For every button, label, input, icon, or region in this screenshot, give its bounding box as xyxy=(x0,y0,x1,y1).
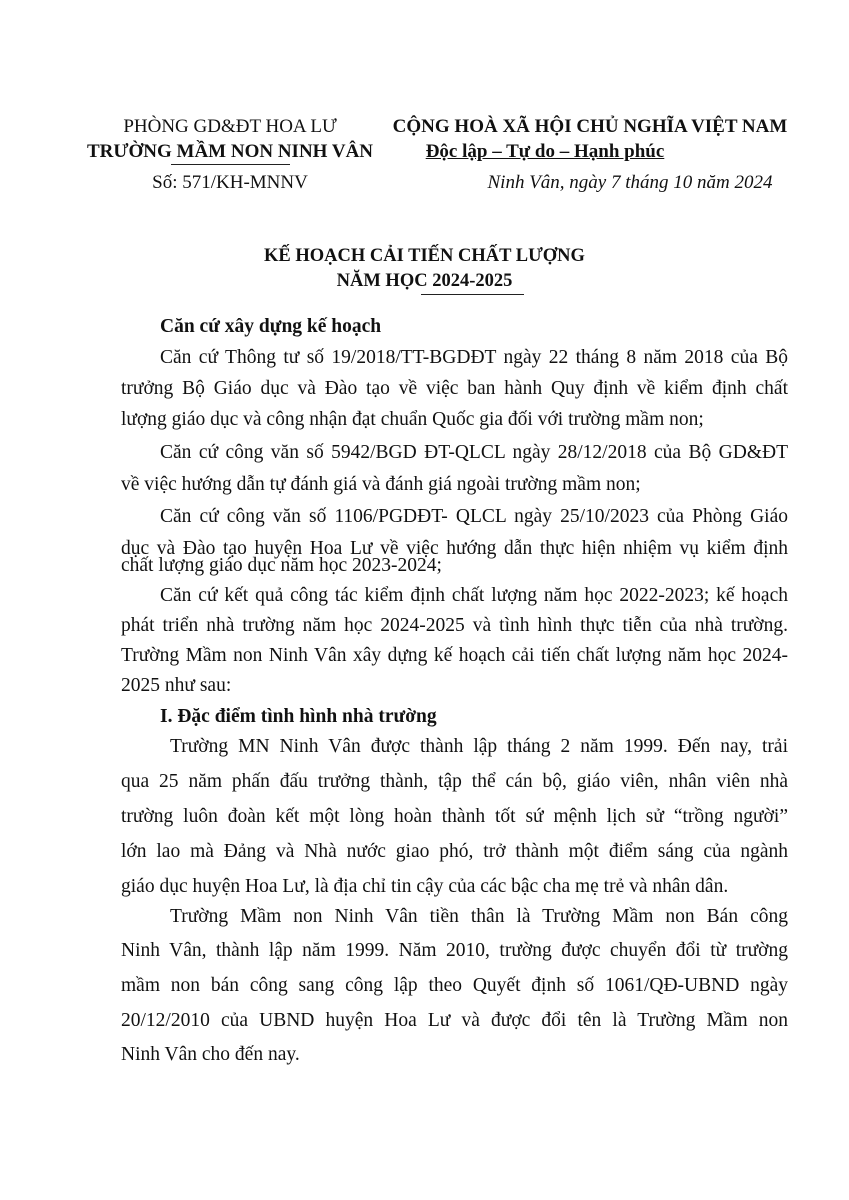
section1-line: Ninh Vân cho đến nay. xyxy=(121,1044,300,1065)
section1-line: giáo dục huyện Hoa Lư, là địa chỉ tin cậy của các bậc cha mẹ trẻ và nhân dân. xyxy=(121,876,729,897)
section1-line: qua 25 năm phấn đấu trưởng thành, tập thể cán bộ, giáo viên, nhân viên nhà xyxy=(121,771,788,792)
section1-line: Trường MN Ninh Vân được thành lập tháng 2 năm 1999. Đến nay, trải xyxy=(170,736,788,757)
document-number: Số: 571/KH-MNNV xyxy=(152,172,308,193)
basis-line: về việc hướng dẫn tự đánh giá và đánh giá ngoài trường mầm non; xyxy=(121,474,641,495)
basis-line: Căn cứ công văn số 1106/PGDĐT- QLCL ngày 25/10/2023 của Phòng Giáo xyxy=(160,506,788,527)
section1-line: Ninh Vân, thành lập năm 1999. Năm 2010, trường được chuyển đổi từ trường xyxy=(121,940,788,961)
basis-line: 2025 như sau: xyxy=(121,675,232,696)
basis-line: Trường Mầm non Ninh Vân xây dựng kế hoạch cải tiến chất lượng năm học 2024- xyxy=(121,645,788,666)
basis-line: dục và Đào tạo huyện Hoa Lư về việc hướng dẫn thực hiện nhiệm vụ kiểm định xyxy=(121,538,788,559)
document-title: KẾ HOẠCH CẢI TIẾN CHẤT LƯỢNG xyxy=(264,246,585,266)
basis-heading: Căn cứ xây dựng kế hoạch xyxy=(160,316,382,337)
section1-line: Trường Mầm non Ninh Vân tiền thân là Trường Mầm non Bán công xyxy=(170,906,788,927)
basis-line: phát triển nhà trường năm học 2024-2025 và tình hình thực tiễn của nhà trường. xyxy=(121,615,788,636)
basis-line: Căn cứ kết quả công tác kiểm định chất lượng năm học 2022-2023; kế hoạch xyxy=(160,585,788,606)
basis-line: Căn cứ công văn số 5942/BGD ĐT-QLCL ngày 28/12/2018 của Bộ GD&ĐT xyxy=(160,442,788,463)
agency-name: PHÒNG GD&ĐT HOA LƯ xyxy=(123,116,337,137)
basis-line: chất lượng giáo dục năm học 2023-2024; xyxy=(121,555,442,576)
section1-line: lớn lao mà Đảng và Nhà nước giao phó, trở thành một điểm sáng của ngành xyxy=(121,841,788,862)
title-underline xyxy=(421,294,524,295)
school-underline xyxy=(171,164,290,165)
section1-line: trường luôn đoàn kết một lòng hoàn thành tốt sứ mệnh lịch sử “trồng người” xyxy=(121,806,788,827)
place-date: Ninh Vân, ngày 7 tháng 10 năm 2024 xyxy=(487,172,773,193)
basis-line: lượng giáo dục và công nhận đạt chuẩn Quốc gia đối với trường mầm non; xyxy=(121,409,704,430)
document-subtitle: NĂM HỌC 2024-2025 xyxy=(336,271,513,291)
school-name: TRƯỜNG MẦM NON NINH VÂN xyxy=(86,141,374,162)
basis-line: Căn cứ Thông tư số 19/2018/TT-BGDĐT ngày 22 tháng 8 năm 2018 của Bộ xyxy=(160,347,788,368)
section1-line: 20/12/2010 của UBND huyện Hoa Lư và được đổi tên là Trường Mầm non xyxy=(121,1010,788,1031)
country-name: CỘNG HOÀ XÃ HỘI CHỦ NGHĨA VIỆT NAM xyxy=(392,116,788,137)
basis-line: trưởng Bộ Giáo dục và Đào tạo về việc ban hành Quy định về kiểm định chất xyxy=(121,378,788,399)
national-motto: Độc lập – Tự do – Hạnh phúc xyxy=(425,141,665,162)
section1-line: mầm non bán công sang công lập theo Quyết định số 1061/QĐ-UBND ngày xyxy=(121,975,788,996)
section1-heading: I. Đặc điểm tình hình nhà trường xyxy=(160,706,437,727)
